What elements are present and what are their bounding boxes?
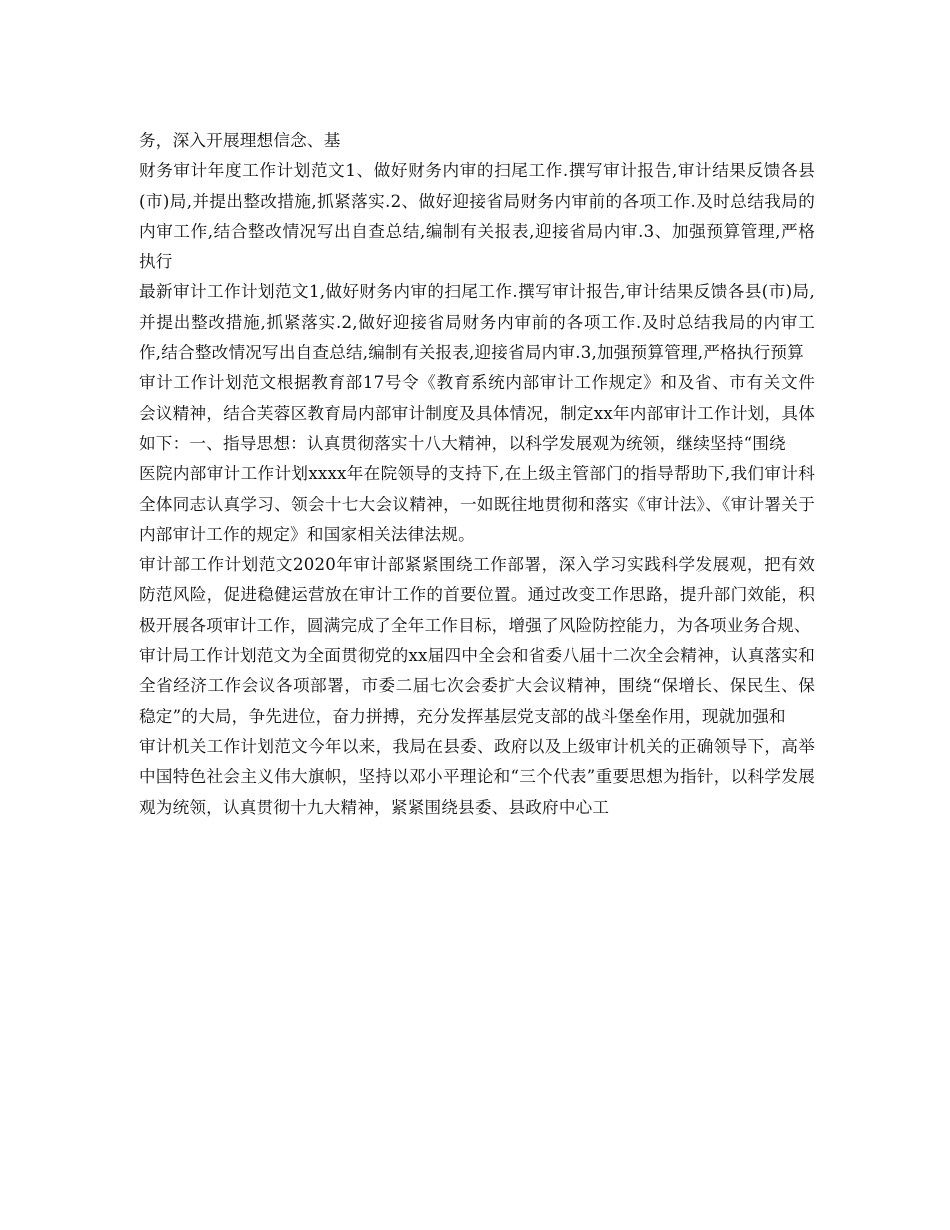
paragraph-education-audit-plan: 审计工作计划范文根据教育部17号令《教育系统内部审计工作规定》和及省、市有关文件会议精神，结合芙蓉区教育局内部审计制度及具体情况，制定xx年内部审计工作计划，具体如下：一、指导思想：认真贯彻落实十八大精神，以科学发展观为统领，继续坚持“围绕 bbox=[139, 373, 815, 453]
paragraph-fragment: 务，深入开展理想信念、基 bbox=[139, 131, 341, 150]
paragraph-hospital-audit-plan: 医院内部审计工作计划xxxx年在院领导的支持下,在上级主管部门的指导帮助下,我们审计科全体同志认真学习、领会十七大会议精神，一如既往地贯彻和落实《审计法》、《审计署关于内部审计工作的规定》和国家相关法律法规。 bbox=[139, 464, 815, 544]
paragraph-audit-department-plan: 审计部工作计划范文2020年审计部紧紧围绕工作部署，深入学习实践科学发展观，把有效防范风险，促进稳健运营放在审计工作的首要位置。通过改变工作思路，提升部门效能，积极开展各项审计工作，圆满完成了全年工作目标，增强了风险防控能力，为各项业务合规、 bbox=[139, 555, 815, 635]
paragraph-financial-audit-plan: 财务审计年度工作计划范文1、做好财务内审的扫尾工作.撰写审计报告,审计结果反馈各县(市)局,并提出整改措施,抓紧落实.2、做好迎接省局财务内审前的各项工作.及时总结我局的内审工作,结合整改情况写出自查总结,编制有关报表,迎接省局内审.3、加强预算管理,严格执行 bbox=[139, 161, 815, 272]
paragraph-audit-agency-plan: 审计机关工作计划范文今年以来，我局在县委、政府以及上级审计机关的正确领导下，高举中国特色社会主义伟大旗帜，坚持以邓小平理论和“三个代表”重要思想为指针，以科学发展观为统领，认真贯彻十九大精神，紧紧围绕县委、县政府中心工 bbox=[139, 736, 815, 817]
document-body bbox=[139, 126, 815, 823]
paragraph-audit-bureau-plan: 审计局工作计划范文为全面贯彻党的xx届四中全会和省委八届十二次全会精神，认真落实和全省经济工作会议各项部署，市委二届七次会委扩大会议精神，围绕“保增长、保民生、保稳定”的大局，争先进位，奋力拼搏，充分发挥基层党支部的战斗堡垒作用，现就加强和 bbox=[139, 646, 815, 726]
paragraph-latest-audit-plan: 最新审计工作计划范文1,做好财务内审的扫尾工作.撰写审计报告,审计结果反馈各县(市)局,并提出整改措施,抓紧落实.2,做好迎接省局财务内审前的各项工作.及时总结我局的内审工作,结合整改情况写出自查总结,编制有关报表,迎接省局内审.3,加强预算管理,严格执行预算 bbox=[139, 282, 815, 363]
